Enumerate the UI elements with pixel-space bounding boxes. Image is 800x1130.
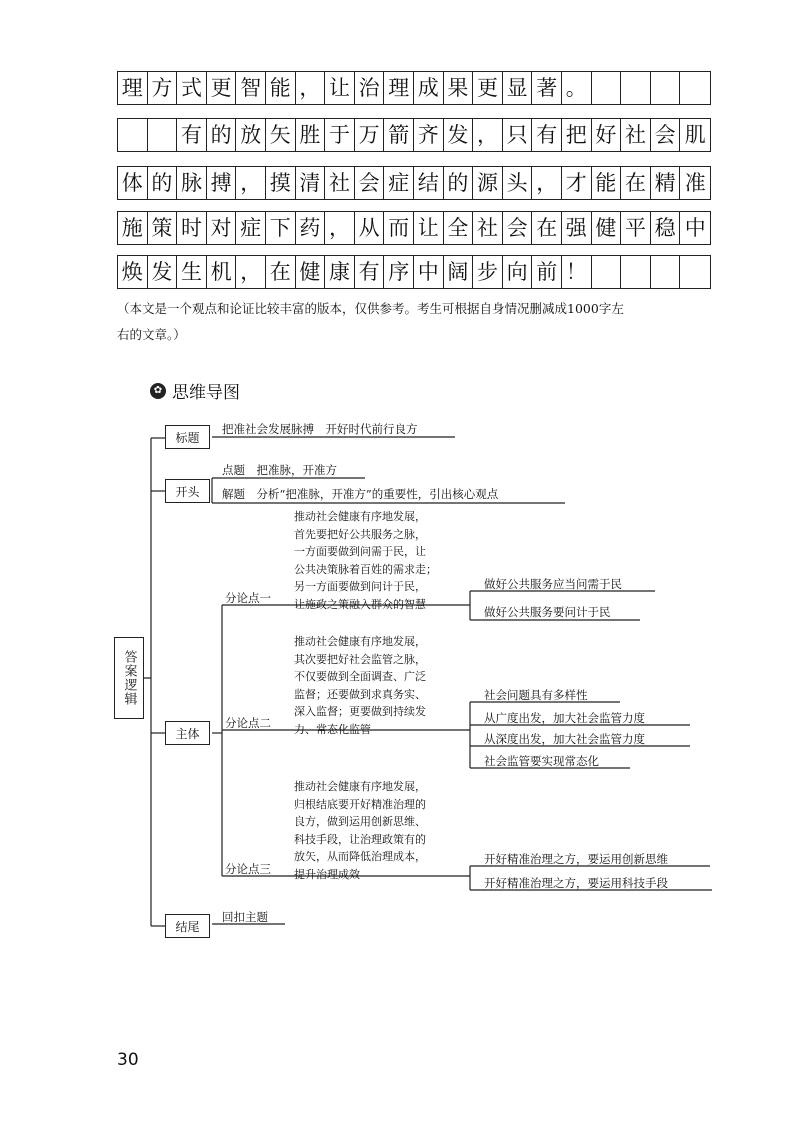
sub1-item-2: 做好公共服务要问计于民 bbox=[484, 605, 611, 619]
sub2-label: 分论点二 bbox=[225, 716, 271, 730]
grid-cell: 让 bbox=[325, 72, 355, 104]
sub2-item-1: 社会问题具有多样性 bbox=[484, 688, 588, 702]
intro-point-text: 点题 把准脉，开准方 bbox=[222, 463, 337, 477]
grid-cell: 把 bbox=[562, 119, 592, 151]
grid-cell: 肌 bbox=[684, 122, 706, 147]
grid-cell: 会 bbox=[651, 119, 681, 151]
grid-cell: ， bbox=[296, 72, 326, 104]
grid-cell: 症 bbox=[384, 167, 414, 199]
grid-cell: 式 bbox=[177, 72, 207, 104]
grid-cell: 强 bbox=[562, 212, 592, 244]
grid-cell: 放 bbox=[236, 119, 266, 151]
grid-cell: 发 bbox=[148, 256, 178, 288]
grid-cell: 全 bbox=[444, 212, 474, 244]
sub1-item-1: 做好公共服务应当问需于民 bbox=[484, 577, 622, 591]
grid-cell: 对 bbox=[207, 212, 237, 244]
grid-cell: 的 bbox=[207, 119, 237, 151]
spine-line bbox=[144, 438, 151, 926]
sub2-item-2: 从广度出发，加大社会监管力度 bbox=[484, 711, 645, 725]
sub2-paragraph: 推动社会健康有序地发展， 其次要把好社会监管之脉， 不仅要做到全面调查、广泛 监督；还要做到求真务实、 深入监督；更要做到持续发 力、常态化监管 bbox=[294, 635, 426, 736]
grid-cell: 清 bbox=[296, 167, 326, 199]
grid-cell: 万 bbox=[355, 119, 385, 151]
grid-cell: 理 bbox=[384, 72, 414, 104]
grid-cell: 让 bbox=[414, 212, 444, 244]
grid-cell: 于 bbox=[325, 119, 355, 151]
intro-node-box: 开头 bbox=[165, 479, 210, 503]
grid-cell: 能 bbox=[592, 167, 622, 199]
grid-cell: 发 bbox=[444, 119, 474, 151]
grid-cell: 策 bbox=[148, 212, 178, 244]
grid-cell: 中 bbox=[684, 215, 706, 240]
grid-cell: 社 bbox=[325, 167, 355, 199]
grid-cell: 在 bbox=[266, 256, 296, 288]
grid-cell: 阔 bbox=[444, 256, 474, 288]
grid-cell: 更 bbox=[207, 72, 237, 104]
grid-cell: 焕 bbox=[118, 256, 148, 288]
grid-cell: 康 bbox=[325, 256, 355, 288]
grid-cell: 胜 bbox=[296, 119, 326, 151]
grid-cell: 健 bbox=[296, 256, 326, 288]
grid-cell: 方 bbox=[148, 72, 178, 104]
grid-cell: 而 bbox=[384, 212, 414, 244]
grid-cell: 好 bbox=[592, 119, 622, 151]
grid-cell: 生 bbox=[177, 256, 207, 288]
grid-cell: 健 bbox=[592, 212, 622, 244]
grid-cell: 更 bbox=[473, 72, 503, 104]
grid-cell: 齐 bbox=[414, 119, 444, 151]
sub3-item-2: 开好精准治理之方，要运用科技手段 bbox=[484, 876, 668, 890]
root-node: 答案逻辑 bbox=[114, 637, 144, 719]
grid-cell: 社 bbox=[621, 119, 651, 151]
grid-cell: 智 bbox=[236, 72, 266, 104]
grid-cell: 在 bbox=[621, 167, 651, 199]
grid-cell: 施 bbox=[118, 212, 148, 244]
sub2-item-4: 社会监管要实现常态化 bbox=[484, 754, 599, 768]
title-node-text: 把准社会发展脉搏 开好时代前行良方 bbox=[222, 422, 418, 436]
end-node-box: 结尾 bbox=[165, 914, 210, 938]
grid-cell: 治 bbox=[355, 72, 385, 104]
page-number: 30 bbox=[117, 1050, 139, 1070]
grid-cell: ， bbox=[325, 212, 355, 244]
grid-cell: 机 bbox=[207, 256, 237, 288]
grid-cell: 社 bbox=[473, 212, 503, 244]
grid-cell: 著 bbox=[532, 72, 562, 104]
grid-cell: 头 bbox=[503, 167, 533, 199]
grid-cell: 。 bbox=[562, 72, 592, 104]
grid-cell: 有 bbox=[177, 119, 207, 151]
grid-cell: ， bbox=[473, 119, 503, 151]
grid-cell: 成 bbox=[414, 72, 444, 104]
body-node-box: 主体 bbox=[165, 721, 210, 745]
grid-cell: 会 bbox=[355, 167, 385, 199]
sub1-paragraph: 推动社会健康有序地发展， 首先要把好公共服务之脉， 一方面要做到问需于民，让 公共决策脉着百姓的需求走； 另一方面要做到问计于民， 让施政之策融入群众的智慧 bbox=[294, 510, 437, 611]
grid-cell: 准 bbox=[684, 170, 706, 195]
grid-cell: 搏 bbox=[207, 167, 237, 199]
grid-cell: 的 bbox=[148, 167, 178, 199]
grid-cell: 在 bbox=[532, 212, 562, 244]
grid-cell: 下 bbox=[266, 212, 296, 244]
grid-cell: 序 bbox=[384, 256, 414, 288]
sub3-label: 分论点三 bbox=[225, 862, 271, 876]
grid-cell: 有 bbox=[532, 119, 562, 151]
grid-cell: 箭 bbox=[384, 119, 414, 151]
title-node-box: 标题 bbox=[165, 425, 210, 449]
grid-cell: 药 bbox=[296, 212, 326, 244]
grid-cell: 症 bbox=[236, 212, 266, 244]
grid-cell: ， bbox=[236, 256, 266, 288]
grid-cell: 体 bbox=[118, 167, 148, 199]
grid-cell: 源 bbox=[473, 167, 503, 199]
grid-cell: 从 bbox=[355, 212, 385, 244]
grid-cell: 矢 bbox=[266, 119, 296, 151]
grid-cell: 理 bbox=[118, 72, 148, 104]
grid-cell: 脉 bbox=[177, 167, 207, 199]
intro-explain-text: 解题 分析“把准脉，开准方”的重要性，引出核心观点 bbox=[222, 487, 499, 501]
grid-cell: 只 bbox=[503, 119, 533, 151]
grid-cell: 能 bbox=[266, 72, 296, 104]
grid-cell: 的 bbox=[444, 167, 474, 199]
grid-cell: ， bbox=[532, 167, 562, 199]
grid-cell: 才 bbox=[562, 167, 592, 199]
mindmap-heading-text: 思维导图 bbox=[172, 383, 240, 403]
sub3-item-1: 开好精准治理之方，要运用创新思维 bbox=[484, 852, 668, 866]
sub3-paragraph: 推动社会健康有序地发展， 归根结底要开好精准治理的 良方，做到运用创新思维、 科技手段，让治理政策有的 放矢，从而降低治理成本， 提升治理成效 bbox=[294, 780, 426, 881]
grid-cell: 中 bbox=[414, 256, 444, 288]
flower-icon: ✿ bbox=[150, 383, 166, 399]
editor-note-line-1: （本文是一个观点和论证比较丰富的版本，仅供参考。考生可根据自身情况删减成1000字左 bbox=[117, 301, 624, 316]
grid-cell: 会 bbox=[503, 212, 533, 244]
grid-cell: 精 bbox=[651, 167, 681, 199]
grid-cell: ， bbox=[236, 167, 266, 199]
grid-cell: 摸 bbox=[266, 167, 296, 199]
sub1-label: 分论点一 bbox=[225, 591, 271, 605]
grid-cell: 前 bbox=[532, 256, 562, 288]
grid-cell: ！ bbox=[562, 256, 592, 288]
grid-cell: 向 bbox=[503, 256, 533, 288]
sub2-item-3: 从深度出发，加大社会监管力度 bbox=[484, 732, 645, 746]
grid-cell: 果 bbox=[444, 72, 474, 104]
grid-cell: 步 bbox=[473, 256, 503, 288]
editor-note-line-2: 右的文章。） bbox=[117, 327, 186, 342]
grid-cell: 平 bbox=[621, 212, 651, 244]
grid-cell: 显 bbox=[503, 72, 533, 104]
grid-cell: 结 bbox=[414, 167, 444, 199]
grid-cell: 稳 bbox=[651, 212, 681, 244]
end-node-text: 回扣主题 bbox=[222, 910, 268, 924]
grid-cell: 有 bbox=[355, 256, 385, 288]
grid-cell: 时 bbox=[177, 212, 207, 244]
